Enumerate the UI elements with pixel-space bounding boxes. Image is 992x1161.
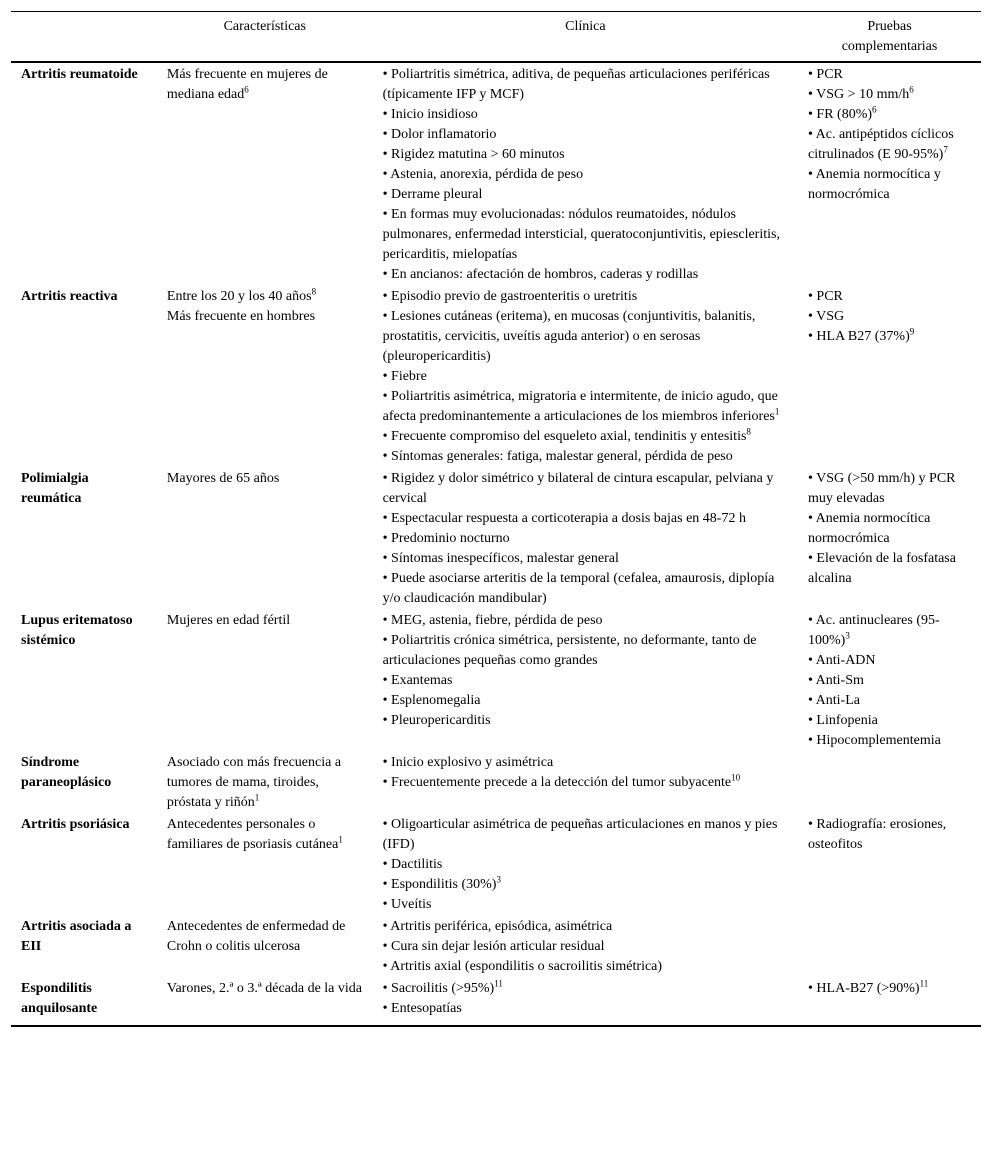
table-row [11,467,981,609]
reference-superscript: 3 [496,874,501,885]
pruebas-text: • VSG [808,309,845,324]
reference-superscript: 1 [774,406,780,417]
clinica-text: • Lesiones cutáneas (eritema), en mucosas (conjuntivitis, balanitis, prostatitis, cervicitis, uveítis aguda anterior) o en serosas (pleuropericarditis) [382,309,756,364]
clinica-text: • MEG, astenia, fiebre, pérdida de peso [382,613,603,628]
row-clinica [373,609,798,751]
pruebas-line [808,287,975,307]
row-pruebas [798,609,981,751]
clinica-text: • Rigidez matutina > 60 minutos [382,147,565,162]
pruebas-line [808,691,975,711]
caracteristicas-text: Mayores de 65 años [166,471,280,486]
clinica-line [383,387,792,427]
reference-superscript: 6 [909,84,914,95]
pruebas-text: • Ac. antipéptidos cíclicos citrulinados (E 90-95%) [808,127,954,162]
table-row [11,977,981,1026]
caracteristicas-line [167,979,367,999]
clinica-line [383,549,792,569]
pruebas-line [808,549,975,589]
clinica-text: • Poliartritis crónica simétrica, persistente, no deformante, tanto de articulaciones pequeñas como grandes [382,633,757,668]
row-caracteristicas [157,609,373,751]
pruebas-text: • Radiografía: erosiones, osteofitos [808,817,947,852]
caracteristicas-text: Entre los 20 y los 40 años [166,289,312,304]
clinica-line [383,773,792,793]
pruebas-text: • VSG > 10 mm/h [808,87,910,102]
clinica-text: • Frecuente compromiso del esqueleto axial, tendinitis y entesitis [382,429,747,444]
clinica-line [383,569,792,609]
pruebas-line [808,979,975,999]
clinica-line [383,815,792,855]
pruebas-line [808,307,975,327]
pruebas-line [808,651,975,671]
clinica-line [383,307,792,367]
clinica-line [383,631,792,671]
row-pruebas [798,285,981,467]
reference-superscript: 11 [919,978,929,989]
reference-superscript: 3 [845,630,850,641]
clinica-text: • Dactilitis [382,857,443,872]
pruebas-text: • Anemia normocítica normocrómica [808,511,931,546]
row-condition-name: Artritis reactiva [21,289,118,304]
pruebas-text: • Anti-Sm [808,673,864,688]
clinica-text: • Exantemas [382,673,453,688]
pruebas-text: • Anti-ADN [808,653,876,668]
pruebas-text: • HLA B27 (37%) [808,329,910,344]
table-row [11,751,981,813]
caracteristicas-line [167,287,367,307]
table-body [11,62,981,1026]
row-condition-name: Espondilitis anquilosante [11,977,157,1026]
clinica-line [383,979,792,999]
clinica-text: • Síntomas inespecíficos, malestar general [382,551,619,566]
row-clinica [373,751,798,813]
row-clinica [373,62,798,285]
pruebas-line [808,731,975,751]
clinica-line [383,427,792,447]
header-row [11,12,981,63]
clinica-line [383,447,792,467]
pruebas-text: • Hipocomplementemia [808,733,941,748]
clinica-text: • Uveítis [382,897,432,912]
reference-superscript: 11 [494,978,503,989]
clinica-line [383,205,792,265]
clinica-line [383,855,792,875]
pruebas-line [808,509,975,549]
reference-superscript: 1 [254,792,260,803]
clinica-line [383,917,792,937]
pruebas-text: • Anemia normocítica y normocrómica [808,167,941,202]
clinica-line [383,185,792,205]
clinica-text: • Puede asociarse arteritis de la temporal (cefalea, amaurosis, diplopía y/o claudicación mandibular) [382,571,775,606]
caracteristicas-line [167,65,367,105]
row-caracteristicas [157,285,373,467]
pruebas-line [808,165,975,205]
reference-superscript: 9 [909,326,915,337]
pruebas-line [808,671,975,691]
clinica-text: • Poliartritis simétrica, aditiva, de pequeñas articulaciones periféricas (típicamente IFP y MCF) [382,67,770,102]
clinica-text: • Inicio insidioso [382,107,478,122]
clinica-line [383,65,792,105]
row-caracteristicas [157,813,373,915]
clinica-text: • Derrame pleural [382,187,483,202]
table-row [11,915,981,977]
row-pruebas [798,751,981,813]
header-pruebas: Pruebas complementarias [798,12,981,63]
clinica-text: • Astenia, anorexia, pérdida de peso [382,167,584,182]
row-pruebas [798,62,981,285]
pruebas-line [808,611,975,651]
caracteristicas-text: Mujeres en edad fértil [166,613,291,628]
reference-superscript: 7 [943,144,948,155]
row-caracteristicas [157,977,373,1026]
reference-superscript: 1 [338,834,343,845]
pruebas-line [808,327,975,347]
caracteristicas-text: Antecedentes de enfermedad de Crohn o colitis ulcerosa [166,919,346,954]
reference-superscript: 10 [731,772,741,783]
pruebas-line [808,469,975,509]
row-caracteristicas [157,915,373,977]
clinica-text: • Cura sin dejar lesión articular residual [382,939,605,954]
pruebas-text: • FR (80%) [808,107,873,122]
caracteristicas-line [167,917,367,957]
row-clinica [373,915,798,977]
pruebas-text: • Anti-La [808,693,860,708]
clinical-table [11,11,981,1027]
row-clinica [373,813,798,915]
pruebas-line [808,815,975,855]
row-pruebas [798,915,981,977]
caracteristicas-text: Más frecuente en hombres [166,309,316,324]
caracteristicas-line [167,307,367,327]
row-clinica [373,977,798,1026]
row-condition-name: Artritis asociada a EII [21,919,132,954]
table-row [11,813,981,915]
clinica-line [383,367,792,387]
pruebas-text: • PCR [808,67,843,82]
pruebas-text: • Linfopenia [808,713,878,728]
clinica-text: • Fiebre [382,369,427,384]
caracteristicas-line [167,469,367,489]
pruebas-text: • HLA-B27 (>90%) [808,981,920,996]
clinica-line [383,469,792,509]
clinica-text: • Rigidez y dolor simétrico y bilateral de cintura escapular, pelviana y cervical [382,471,774,506]
row-pruebas [798,977,981,1026]
row-caracteristicas [157,751,373,813]
row-caracteristicas [157,467,373,609]
clinica-line [383,875,792,895]
clinica-line [383,711,792,731]
caracteristicas-text: Asociado con más frecuencia a tumores de mama, tiroides, próstata y riñón [166,755,342,810]
clinica-text: • Síntomas generales: fatiga, malestar general, pérdida de peso [382,449,733,464]
pruebas-text: • Elevación de la fosfatasa alcalina [808,551,956,586]
clinica-line [383,753,792,773]
row-pruebas [798,813,981,915]
caracteristicas-line [167,815,367,855]
clinica-line [383,957,792,977]
row-clinica [373,285,798,467]
reference-superscript: 6 [872,104,877,115]
clinica-line [383,611,792,631]
clinica-line [383,287,792,307]
clinica-text: • En formas muy evolucionadas: nódulos reumatoides, nódulos pulmonares, enfermedad intersticial, queratoconjuntivitis, epiescleritis, pericarditis, mielopatías [382,207,780,262]
row-caracteristicas [157,62,373,285]
table-row [11,62,981,285]
reference-superscript: 8 [746,426,751,437]
row-condition-name: Lupus eritematoso sistémico [21,613,133,648]
clinica-text: • Artritis axial (espondilitis o sacroilitis simétrica) [382,959,663,974]
pruebas-line [808,125,975,165]
pruebas-text: • PCR [808,289,843,304]
clinica-text: • Esplenomegalia [382,693,481,708]
pruebas-line [808,65,975,85]
pruebas-line [808,105,975,125]
clinica-text: • Pleuropericarditis [382,713,491,728]
pruebas-line [808,85,975,105]
clinica-line [383,105,792,125]
clinica-text: • Episodio previo de gastroenteritis o uretritis [382,289,638,304]
clinica-line [383,895,792,915]
table-row [11,285,981,467]
clinica-text: • Sacroilitis (>95%) [382,981,495,996]
header-caracteristicas: Características [157,12,373,63]
clinica-text: • Espectacular respuesta a corticoterapia a dosis bajas en 48-72 h [382,511,746,526]
clinica-text: • Predominio nocturno [382,531,510,546]
clinica-text: • Entesopatías [382,1001,462,1016]
header-empty [11,12,157,63]
caracteristicas-line [167,753,367,813]
pruebas-text: • VSG (>50 mm/h) y PCR muy elevadas [808,471,956,506]
reference-superscript: 6 [244,84,249,95]
clinica-line [383,165,792,185]
clinica-text: • Oligoarticular asimétrica de pequeñas articulaciones en manos y pies (IFD) [382,817,778,852]
pruebas-line [808,711,975,731]
clinica-text: • Inicio explosivo y asimétrica [382,755,554,770]
pruebas-text: • Ac. antinucleares (95-100%) [808,613,940,648]
row-condition-name: Polimialgia reumática [21,471,89,506]
table-row [11,609,981,751]
clinica-line [383,125,792,145]
row-condition-name: Artritis reumatoide [21,67,138,82]
caracteristicas-line [167,611,367,631]
clinica-text: • En ancianos: afectación de hombros, caderas y rodillas [382,267,699,282]
clinica-line [383,999,792,1019]
caracteristicas-text: Varones, 2.ª o 3.ª década de la vida [166,981,363,996]
clinica-line [383,509,792,529]
reference-superscript: 8 [311,286,317,297]
clinica-text: • Artritis periférica, episódica, asimétrica [382,919,613,934]
caracteristicas-text: Más frecuente en mujeres de mediana edad [166,67,328,102]
clinica-text: • Espondilitis (30%) [382,877,497,892]
clinica-text: • Frecuentemente precede a la detección del tumor subyacente [382,775,732,790]
row-pruebas [798,467,981,609]
clinica-line [383,529,792,549]
row-condition-name: Síndrome paraneoplásico [21,755,112,790]
clinica-line [383,265,792,285]
row-clinica [373,467,798,609]
clinica-line [383,145,792,165]
header-clinica: Clínica [373,12,798,63]
row-condition-name: Artritis psoriásica [21,817,130,832]
clinica-line [383,671,792,691]
clinica-line [383,691,792,711]
clinica-text: • Dolor inflamatorio [382,127,497,142]
clinica-line [383,937,792,957]
clinica-text: • Poliartritis asimétrica, migratoria e intermitente, de inicio agudo, que afecta predominantemente a articulaciones de los miembros inferiores [382,389,778,424]
caracteristicas-text: Antecedentes personales o familiares de psoriasis cutánea [166,817,339,852]
